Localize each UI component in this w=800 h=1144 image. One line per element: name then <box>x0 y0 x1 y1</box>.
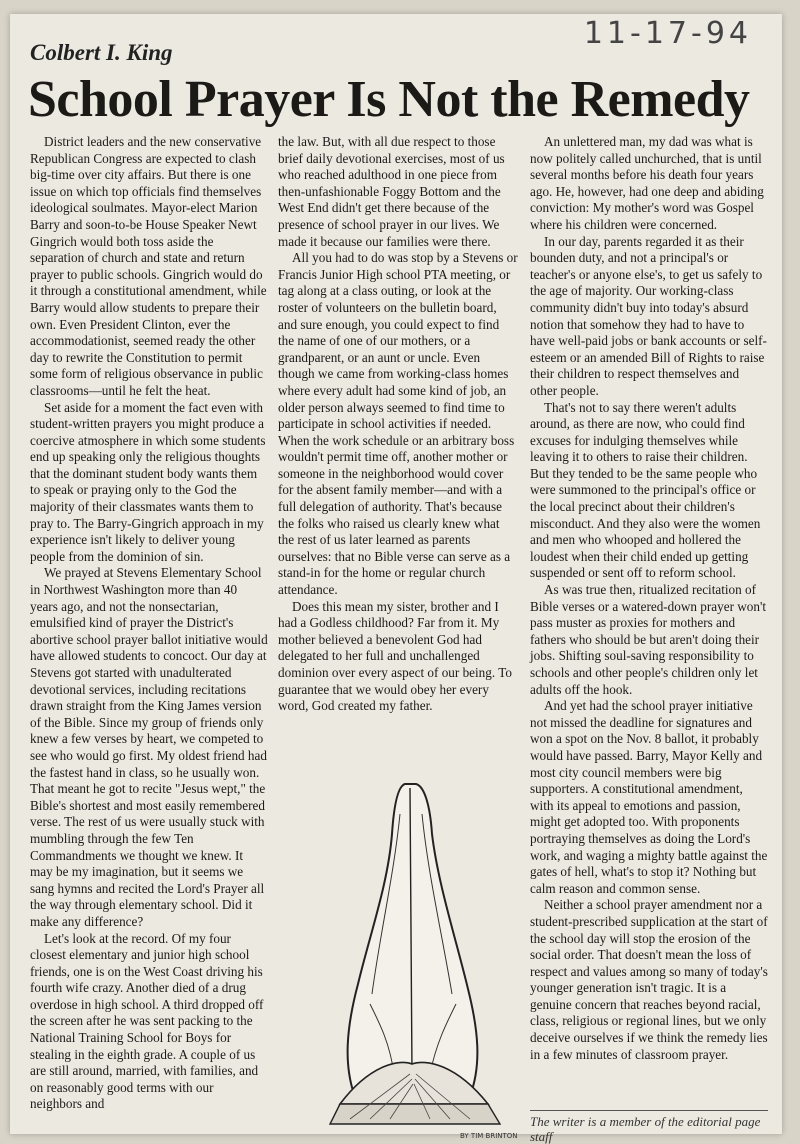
byline: Colbert I. King <box>30 40 173 65</box>
paragraph: That's not to say there weren't adults around, as there are now, who could find excuses for indulging themselves while leaving it to others to raise their children. But they tended to be the same people who were summoned to the principal's office or the local precinct about their children's misconduct. And they also were the women and men who whooped and hollered the loudest when their child ended up getting suspended or sent off to reform school. <box>530 399 761 581</box>
paragraph: As was true then, ritualized recitation of Bible verses or a watered-down prayer won't pass muster as proxies for mothers and fathers who should be but aren't doing their jobs. Shifting soul-saving responsibility to schools and other people's children only let adults off the hook. <box>530 582 767 697</box>
newspaper-clipping <box>10 14 782 1144</box>
paragraph: All you had to do was stop by a Stevens or Francis Junior High school PTA meeting, or tag along at a class outing, or look at the roster of volunteers on the bulletin board, and sure enough, you could expect to find the name of one of our mothers, or a grandparent, or an aunt or uncle. Even though we came from working-class homes where every adult had some kind of job, an older person always seemed to find time to participate in school activities if needed. When the work schedule or an arbitrary boss wouldn't permit time off, another mother or someone in the neighborhood would cover for the absent family member—and with a full delegation of authority. That's because the folks who raised us clearly knew what the rest of us later learned as parents ourselves: that no Bible verse can serve as a stand-in for the home or regular church attendance. <box>278 250 518 598</box>
paragraph: We prayed at Stevens Elementary School in Northwest Washington more than 40 years ago, and not the nonsectarian, emulsified kind of prayer the District's abortive school prayer ballot initiative would have allowed students to concoct. Our day at Stevens got started with unadulterated devotional services, including recitations drawn straight from the King James version of the Bible. Since my group of friends only knew a few verses by heart, we competed to see who would go first. My oldest friend had the fastest hand in class, so he usually won. That meant he got to recite "Jesus wept," the Bible's shortest and most easily remembered verse. The rest of us were usually stuck with mumbling through the few Ten Commandments we thought we knew. It may be my imagination, but it seems we sang hymns and recited the Lord's Prayer all the way through elementary school. Did it make any difference? <box>30 565 268 929</box>
column-3 <box>530 134 768 1063</box>
column-1 <box>30 134 268 1113</box>
paragraph: Does this mean my sister, brother and I had a Godless childhood? Far from it. My mother believed a benevolent God had delegated to her full and unchallenged dominion over every aspect of our being. To guarantee that we would obey her every word, God created my father. <box>278 598 512 714</box>
paragraph: An unlettered man, my dad was what is now politely called unchurched, that is until several months before his death four years ago. He, however, had one deep and abiding conviction: My mother's word was Gospel where his children were concerned. <box>530 134 764 232</box>
tagline-divider <box>530 1110 768 1111</box>
column-2 <box>278 134 518 715</box>
praying-hands-illustration <box>310 774 520 1134</box>
paragraph: the law. But, with all due respect to those brief daily devotional exercises, most of us who reached adulthood in one piece from then-unfashionable Foggy Bottom and the West End didn't get there because of the presence of school prayer in our lives. We made it because our families were there. <box>278 134 505 249</box>
paragraph: Let's look at the record. Of my four closest elementary and junior high school friends, one is on the West Coast driving his fourth wife crazy. Another died of a drug overdose in high school. A third dropped off the screen after he was sent packing to the National Training School for Boys for stealing in the eighth grade. A couple of us are still around, married, with families, and on reasonably good terms with our neighbors and <box>30 930 264 1112</box>
paragraph: Neither a school prayer amendment nor a student-prescribed supplication at the start of the school day will stop the erosion of the social order. That doesn't mean the loss of respect and values among so many of today's younger generation isn't tragic. It is a genuine concern that reaches beyond racial, class, religious or regional lines, but we only deceive ourselves if we think the remedy lies in a few minutes of classroom prayer. <box>530 897 768 1062</box>
paragraph: Set aside for a moment the fact even with student-written prayers you might produce a coercive atmosphere in which some students end up speaking only the religious thoughts that the dominant student body wants them to speak or praying only to the God the majority of their classmates wants them to pray to. The Barry-Gingrich approach in my experience isn't likely to deliver young people from the dominion of sin. <box>30 399 266 564</box>
paragraph: And yet had the school prayer initiative not missed the deadline for signatures and won a spot on the Nov. 8 ballot, it probably would have passed. Barry, Mayor Kelly and most city council members were big supporters. A constitutional amendment, with its appeal to emotions and passion, might get adopted too. With proponents portraying themselves as doing the Lord's work, and waging a mighty battle against the gates of hell, what's to stop it? Nothing but calm reason and common sense. <box>530 698 768 896</box>
headline: School Prayer Is Not the Remedy <box>28 71 750 128</box>
paragraph: In our day, parents regarded it as their bounden duty, and not a principal's or teacher's or anyone else's, to get us safely to the age of majority. Our working-class community didn't buy into today's absurd notion that somehow they had to have to have well-paid jobs or bank accounts or self-esteem or an amended Bill of Rights to raise their children to respect themselves and other people. <box>530 233 767 398</box>
author-tagline: The writer is a member of the editorial page staff <box>530 1114 761 1144</box>
handwritten-date: 11-17-94 <box>583 16 752 51</box>
illustration-credit: BY TIM BRINTON <box>460 1132 518 1140</box>
paragraph: District leaders and the new conservative Republican Congress are expected to clash big-time over city affairs. But there is one issue on which top officials find themselves ideological soulmates. Mayor-elect Marion Barry and soon-to-be House Speaker Newt Gingrich would both toss aside the separation of church and state and return prayer to public schools. Gingrich would do it through a constitutional amendment, while Barry would allow students to prepare their own. Even President Clinton, ever the accommodationist, seemed ready the other day to rewrite the Constitution to permit some form of religious observance in public classrooms—until he felt the heat. <box>30 134 267 398</box>
